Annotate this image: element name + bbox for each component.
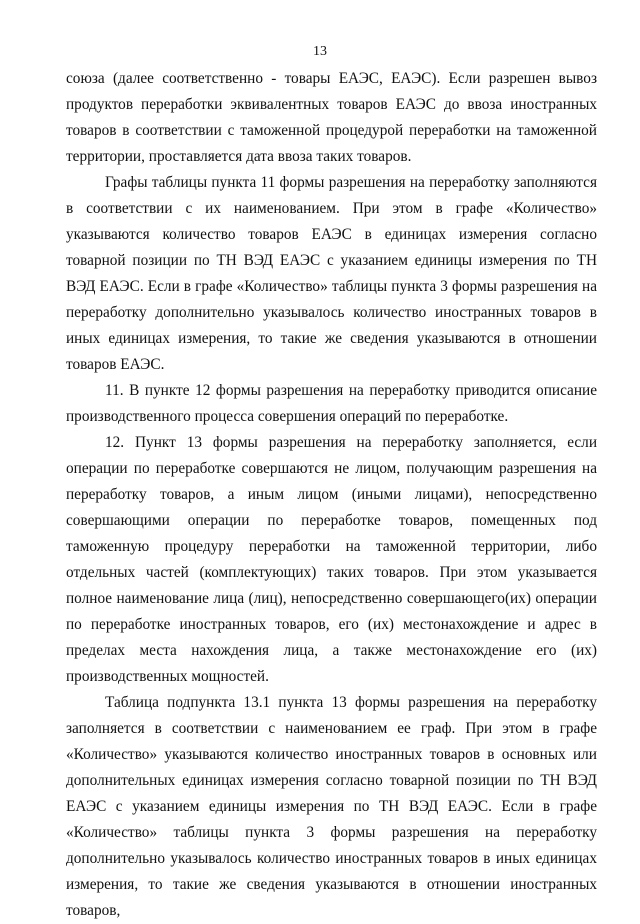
paragraph-item-11: 11. В пункте 12 формы разрешения на переработку приводится описание производственного процесса совершения операций по переработке. [66, 382, 597, 425]
paragraph-item-12: 12. Пункт 13 формы разрешения на переработку заполняется, если операции по переработке совершаются не лицом, получающим разрешения на переработку товаров, а иным лицом (иными лицами), непосредственно совершающими операции по переработке товаров, помещенных под таможенную процедуру переработки на таможенной территории, либо отдельных частей (комплектующих) таких товаров. При этом указывается полное наименование лица (лиц), непосредственно совершающего(их) операции по переработке иностранных товаров, его (их) местонахождение и адрес в пределах места нахождения лица, а также местонахождение его (их) производственных мощностей. [66, 434, 597, 685]
document-body [66, 66, 597, 924]
paragraph-continuation: союза (далее соответственно - товары ЕАЭС, ЕАЭС). Если разрешен вывоз продуктов переработки эквивалентных товаров ЕАЭС до ввоза иностранных товаров в соответствии с таможенной процедурой переработки на таможенной территории, проставляется дата ввоза таких товаров. [66, 70, 597, 165]
paragraph-table-11-columns: Графы таблицы пункта 11 формы разрешения на переработку заполняются в соответствии с их наименованием. При этом в графе «Количество» указываются количество товаров ЕАЭС в единицах измерения согласно товарной позиции по ТН ВЭД ЕАЭС с указанием единицы измерения по ТН ВЭД ЕАЭС. Если в графе «Количество» таблицы пункта 3 формы разрешения на переработку дополнительно указывалось количество иностранных товаров в иных единицах измерения, то такие же сведения указываются в отношении товаров ЕАЭС. [66, 174, 597, 373]
page-number: 13 [313, 44, 327, 59]
paragraph-table-13-1: Таблица подпункта 13.1 пункта 13 формы разрешения на переработку заполняется в соответствии с наименованием ее граф. При этом в графе «Количество» указываются количество иностранных товаров в основных или дополнительных единицах измерения согласно товарной позиции по ТН ВЭД ЕАЭС с указанием единицы измерения по ТН ВЭД ЕАЭС. Если в графе «Количество» таблицы пункта 3 формы разрешения на переработку дополнительно указывалось количество иностранных товаров в иных единицах измерения, то такие же сведения указываются в отношении иностранных товаров, [66, 694, 597, 919]
